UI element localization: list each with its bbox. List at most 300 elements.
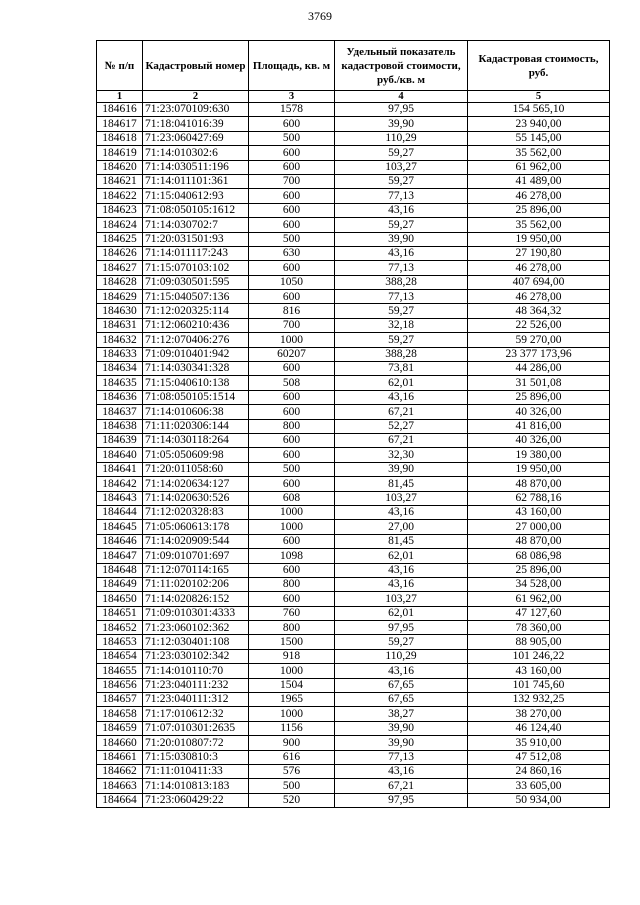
area-cell: 600 — [249, 290, 335, 304]
cadastral-value-cell: 41 816,00 — [468, 419, 610, 433]
cadastral-value-cell: 68 086,98 — [468, 549, 610, 563]
cadastral-value-cell: 40 326,00 — [468, 405, 610, 419]
unit-value-cell: 39,90 — [335, 721, 468, 735]
cadastral-value-cell: 19 950,00 — [468, 232, 610, 246]
unit-value-cell: 39,90 — [335, 232, 468, 246]
unit-value-cell: 110,29 — [335, 131, 468, 145]
cadastral-value-cell: 46 278,00 — [468, 189, 610, 203]
cadastral-value-cell: 59 270,00 — [468, 333, 610, 347]
row-number-cell: 184657 — [97, 693, 143, 707]
column-number: 3 — [249, 91, 335, 103]
area-cell: 500 — [249, 131, 335, 145]
cadastral-value-cell: 78 360,00 — [468, 621, 610, 635]
table-row — [97, 290, 610, 304]
area-cell: 816 — [249, 304, 335, 318]
table-row — [97, 563, 610, 577]
row-number-cell: 184636 — [97, 390, 143, 404]
cadastral-number-cell: 71:15:030810:3 — [143, 750, 249, 764]
area-cell: 576 — [249, 764, 335, 778]
unit-value-cell: 62,01 — [335, 549, 468, 563]
area-cell: 800 — [249, 577, 335, 591]
cadastral-number-cell: 71:09:010401:942 — [143, 347, 249, 361]
area-cell: 1000 — [249, 520, 335, 534]
cadastral-number-cell: 71:11:010411:33 — [143, 764, 249, 778]
table-row — [97, 103, 610, 117]
row-number-cell: 184660 — [97, 736, 143, 750]
row-number-cell: 184652 — [97, 621, 143, 635]
unit-value-cell: 67,65 — [335, 678, 468, 692]
column-number: 1 — [97, 91, 143, 103]
cadastral-value-cell: 23 377 173,96 — [468, 347, 610, 361]
cadastral-number-cell: 71:20:010807:72 — [143, 736, 249, 750]
unit-value-cell: 39,90 — [335, 462, 468, 476]
row-number-cell: 184625 — [97, 232, 143, 246]
row-number-cell: 184649 — [97, 577, 143, 591]
cadastral-number-cell: 71:15:070103:102 — [143, 261, 249, 275]
cadastral-value-cell: 22 526,00 — [468, 318, 610, 332]
unit-value-cell: 388,28 — [335, 347, 468, 361]
cadastral-number-cell: 71:14:010606:38 — [143, 405, 249, 419]
table-row — [97, 433, 610, 447]
row-number-cell: 184635 — [97, 376, 143, 390]
table-row — [97, 621, 610, 635]
cadastral-value-cell: 25 896,00 — [468, 563, 610, 577]
row-number-cell: 184655 — [97, 664, 143, 678]
area-cell: 500 — [249, 779, 335, 793]
table-row — [97, 678, 610, 692]
cadastral-value-cell: 33 605,00 — [468, 779, 610, 793]
row-number-cell: 184662 — [97, 764, 143, 778]
area-cell: 1000 — [249, 664, 335, 678]
unit-value-cell: 77,13 — [335, 189, 468, 203]
area-cell: 508 — [249, 376, 335, 390]
cadastral-value-cell: 23 940,00 — [468, 117, 610, 131]
cadastral-number-cell: 71:12:030401:108 — [143, 635, 249, 649]
area-cell: 1578 — [249, 103, 335, 117]
area-cell: 1965 — [249, 693, 335, 707]
cadastral-number-cell: 71:20:011058:60 — [143, 462, 249, 476]
unit-value-cell: 81,45 — [335, 477, 468, 491]
table-row — [97, 505, 610, 519]
column-number: 2 — [143, 91, 249, 103]
table-row — [97, 721, 610, 735]
cadastral-number-cell: 71:23:060102:362 — [143, 621, 249, 635]
area-cell: 800 — [249, 419, 335, 433]
table-row — [97, 333, 610, 347]
unit-value-cell: 59,27 — [335, 333, 468, 347]
row-number-cell: 184624 — [97, 218, 143, 232]
cadastral-number-cell: 71:11:020306:144 — [143, 419, 249, 433]
cadastral-value-cell: 27 190,80 — [468, 246, 610, 260]
table-row — [97, 160, 610, 174]
row-number-cell: 184630 — [97, 304, 143, 318]
row-number-cell: 184627 — [97, 261, 143, 275]
row-number-cell: 184637 — [97, 405, 143, 419]
unit-value-cell: 43,16 — [335, 203, 468, 217]
row-number-cell: 184645 — [97, 520, 143, 534]
unit-value-cell: 77,13 — [335, 750, 468, 764]
cadastral-number-cell: 71:09:010701:697 — [143, 549, 249, 563]
cadastral-number-cell: 71:14:010302:6 — [143, 146, 249, 160]
unit-value-cell: 97,95 — [335, 793, 468, 807]
area-cell: 520 — [249, 793, 335, 807]
header-area: Площадь, кв. м — [249, 41, 335, 91]
cadastral-value-cell: 101 246,22 — [468, 649, 610, 663]
row-number-cell: 184638 — [97, 419, 143, 433]
header-unit-value: Удельный показатель кадастровой стоимости, руб./кв. м — [335, 41, 468, 91]
cadastral-value-cell: 88 905,00 — [468, 635, 610, 649]
unit-value-cell: 38,27 — [335, 707, 468, 721]
unit-value-cell: 103,27 — [335, 491, 468, 505]
cadastral-value-cell: 19 380,00 — [468, 448, 610, 462]
row-number-cell: 184622 — [97, 189, 143, 203]
cadastral-value-cell: 46 278,00 — [468, 261, 610, 275]
cadastral-number-cell: 71:12:060210:436 — [143, 318, 249, 332]
table-row — [97, 606, 610, 620]
row-number-cell: 184653 — [97, 635, 143, 649]
row-number-cell: 184629 — [97, 290, 143, 304]
row-number-cell: 184617 — [97, 117, 143, 131]
cadastral-number-cell: 71:12:070406:276 — [143, 333, 249, 347]
table-row — [97, 779, 610, 793]
area-cell: 616 — [249, 750, 335, 764]
table-row — [97, 462, 610, 476]
table-row — [97, 189, 610, 203]
cadastral-number-cell: 71:14:030341:328 — [143, 362, 249, 376]
area-cell: 600 — [249, 448, 335, 462]
unit-value-cell: 39,90 — [335, 117, 468, 131]
cadastral-number-cell: 71:23:030102:342 — [143, 649, 249, 663]
area-cell: 1000 — [249, 333, 335, 347]
table-row — [97, 318, 610, 332]
area-cell: 600 — [249, 362, 335, 376]
area-cell: 600 — [249, 261, 335, 275]
area-cell: 608 — [249, 491, 335, 505]
unit-value-cell: 103,27 — [335, 592, 468, 606]
cadastral-value-cell: 46 278,00 — [468, 290, 610, 304]
area-cell: 1500 — [249, 635, 335, 649]
cadastral-value-cell: 47 512,08 — [468, 750, 610, 764]
cadastral-number-cell: 71:12:020325:114 — [143, 304, 249, 318]
table-row — [97, 750, 610, 764]
table-row — [97, 520, 610, 534]
cadastral-value-table — [96, 40, 610, 808]
area-cell: 600 — [249, 405, 335, 419]
cadastral-value-cell: 25 896,00 — [468, 203, 610, 217]
area-cell: 600 — [249, 433, 335, 447]
cadastral-number-cell: 71:11:020102:206 — [143, 577, 249, 591]
cadastral-number-cell: 71:23:060427:69 — [143, 131, 249, 145]
cadastral-number-cell: 71:12:070114:165 — [143, 563, 249, 577]
area-cell: 1000 — [249, 505, 335, 519]
area-cell: 600 — [249, 189, 335, 203]
cadastral-value-cell: 46 124,40 — [468, 721, 610, 735]
table-row — [97, 117, 610, 131]
row-number-cell: 184640 — [97, 448, 143, 462]
table-row — [97, 376, 610, 390]
table-row — [97, 577, 610, 591]
area-cell: 600 — [249, 160, 335, 174]
table-row — [97, 736, 610, 750]
row-number-cell: 184642 — [97, 477, 143, 491]
row-number-cell: 184634 — [97, 362, 143, 376]
cadastral-value-cell: 35 562,00 — [468, 146, 610, 160]
cadastral-value-cell: 101 745,60 — [468, 678, 610, 692]
table-row — [97, 793, 610, 807]
cadastral-number-cell: 71:15:040507:136 — [143, 290, 249, 304]
cadastral-number-cell: 71:23:040111:312 — [143, 693, 249, 707]
area-cell: 600 — [249, 203, 335, 217]
unit-value-cell: 59,27 — [335, 304, 468, 318]
table-row — [97, 131, 610, 145]
row-number-cell: 184650 — [97, 592, 143, 606]
unit-value-cell: 97,95 — [335, 621, 468, 635]
row-number-cell: 184651 — [97, 606, 143, 620]
area-cell: 900 — [249, 736, 335, 750]
table-row — [97, 419, 610, 433]
table-row — [97, 246, 610, 260]
row-number-cell: 184646 — [97, 534, 143, 548]
table-row — [97, 232, 610, 246]
unit-value-cell: 67,21 — [335, 433, 468, 447]
area-cell: 600 — [249, 218, 335, 232]
unit-value-cell: 43,16 — [335, 764, 468, 778]
table-row — [97, 218, 610, 232]
table-row — [97, 664, 610, 678]
unit-value-cell: 67,21 — [335, 405, 468, 419]
row-number-cell: 184621 — [97, 174, 143, 188]
row-number-cell: 184647 — [97, 549, 143, 563]
row-number-cell: 184626 — [97, 246, 143, 260]
row-number-cell: 184643 — [97, 491, 143, 505]
row-number-cell: 184661 — [97, 750, 143, 764]
row-number-cell: 184659 — [97, 721, 143, 735]
area-cell: 1050 — [249, 275, 335, 289]
cadastral-number-cell: 71:14:020634:127 — [143, 477, 249, 491]
column-number: 4 — [335, 91, 468, 103]
cadastral-value-cell: 35 910,00 — [468, 736, 610, 750]
cadastral-value-cell: 48 870,00 — [468, 534, 610, 548]
unit-value-cell: 32,18 — [335, 318, 468, 332]
row-number-cell: 184656 — [97, 678, 143, 692]
cadastral-value-cell: 27 000,00 — [468, 520, 610, 534]
cadastral-value-cell: 19 950,00 — [468, 462, 610, 476]
cadastral-number-cell: 71:08:050105:1514 — [143, 390, 249, 404]
unit-value-cell: 39,90 — [335, 736, 468, 750]
table-row — [97, 592, 610, 606]
table-row — [97, 203, 610, 217]
area-cell: 600 — [249, 477, 335, 491]
unit-value-cell: 27,00 — [335, 520, 468, 534]
unit-value-cell: 43,16 — [335, 577, 468, 591]
area-cell: 918 — [249, 649, 335, 663]
cadastral-value-cell: 154 565,10 — [468, 103, 610, 117]
row-number-cell: 184664 — [97, 793, 143, 807]
cadastral-number-cell: 71:23:060429:22 — [143, 793, 249, 807]
cadastral-number-cell: 71:09:010301:4333 — [143, 606, 249, 620]
unit-value-cell: 59,27 — [335, 635, 468, 649]
area-cell: 800 — [249, 621, 335, 635]
table-row — [97, 362, 610, 376]
cadastral-value-cell: 61 962,00 — [468, 160, 610, 174]
column-number-row — [97, 91, 610, 103]
unit-value-cell: 59,27 — [335, 146, 468, 160]
cadastral-number-cell: 71:09:030501:595 — [143, 275, 249, 289]
row-number-cell: 184654 — [97, 649, 143, 663]
row-number-cell: 184658 — [97, 707, 143, 721]
table-row — [97, 649, 610, 663]
table-row — [97, 390, 610, 404]
cadastral-value-cell: 50 934,00 — [468, 793, 610, 807]
area-cell: 700 — [249, 318, 335, 332]
cadastral-number-cell: 71:14:010110:70 — [143, 664, 249, 678]
table-header — [97, 41, 610, 103]
unit-value-cell: 73,81 — [335, 362, 468, 376]
row-number-cell: 184628 — [97, 275, 143, 289]
row-number-cell: 184632 — [97, 333, 143, 347]
header-cadastral-value: Кадастровая стоимость, руб. — [468, 41, 610, 91]
cadastral-number-cell: 71:14:020826:152 — [143, 592, 249, 606]
row-number-cell: 184639 — [97, 433, 143, 447]
unit-value-cell: 77,13 — [335, 290, 468, 304]
row-number-cell: 184663 — [97, 779, 143, 793]
unit-value-cell: 43,16 — [335, 505, 468, 519]
row-number-cell: 184633 — [97, 347, 143, 361]
unit-value-cell: 43,16 — [335, 664, 468, 678]
row-number-cell: 184641 — [97, 462, 143, 476]
cadastral-number-cell: 71:05:060613:178 — [143, 520, 249, 534]
table-row — [97, 405, 610, 419]
row-number-cell: 184616 — [97, 103, 143, 117]
row-number-cell: 184644 — [97, 505, 143, 519]
cadastral-number-cell: 71:14:020630:526 — [143, 491, 249, 505]
area-cell: 1504 — [249, 678, 335, 692]
cadastral-value-cell: 48 364,32 — [468, 304, 610, 318]
unit-value-cell: 52,27 — [335, 419, 468, 433]
area-cell: 1098 — [249, 549, 335, 563]
unit-value-cell: 67,21 — [335, 779, 468, 793]
unit-value-cell: 62,01 — [335, 606, 468, 620]
area-cell: 700 — [249, 174, 335, 188]
table-row — [97, 304, 610, 318]
header-row — [97, 41, 610, 91]
table-row — [97, 477, 610, 491]
unit-value-cell: 32,30 — [335, 448, 468, 462]
row-number-cell: 184620 — [97, 160, 143, 174]
area-cell: 500 — [249, 232, 335, 246]
cadastral-value-cell: 34 528,00 — [468, 577, 610, 591]
cadastral-value-cell: 47 127,60 — [468, 606, 610, 620]
unit-value-cell: 43,16 — [335, 246, 468, 260]
cadastral-number-cell: 71:08:050105:1612 — [143, 203, 249, 217]
unit-value-cell: 81,45 — [335, 534, 468, 548]
area-cell: 600 — [249, 146, 335, 160]
cadastral-value-cell: 48 870,00 — [468, 477, 610, 491]
area-cell: 630 — [249, 246, 335, 260]
cadastral-value-cell: 407 694,00 — [468, 275, 610, 289]
unit-value-cell: 77,13 — [335, 261, 468, 275]
area-cell: 600 — [249, 534, 335, 548]
cadastral-value-cell: 44 286,00 — [468, 362, 610, 376]
cadastral-value-cell: 43 160,00 — [468, 664, 610, 678]
unit-value-cell: 97,95 — [335, 103, 468, 117]
row-number-cell: 184648 — [97, 563, 143, 577]
row-number-cell: 184619 — [97, 146, 143, 160]
cadastral-number-cell: 71:17:010612:32 — [143, 707, 249, 721]
cadastral-value-cell: 31 501,08 — [468, 376, 610, 390]
cadastral-value-cell: 43 160,00 — [468, 505, 610, 519]
unit-value-cell: 103,27 — [335, 160, 468, 174]
area-cell: 760 — [249, 606, 335, 620]
row-number-cell: 184631 — [97, 318, 143, 332]
cadastral-value-cell: 61 962,00 — [468, 592, 610, 606]
table-row — [97, 261, 610, 275]
table-row — [97, 174, 610, 188]
unit-value-cell: 388,28 — [335, 275, 468, 289]
cadastral-number-cell: 71:15:040612:93 — [143, 189, 249, 203]
table-row — [97, 635, 610, 649]
cadastral-value-cell: 35 562,00 — [468, 218, 610, 232]
cadastral-number-cell: 71:23:040111:232 — [143, 678, 249, 692]
unit-value-cell: 67,65 — [335, 693, 468, 707]
table-row — [97, 146, 610, 160]
table-row — [97, 707, 610, 721]
cadastral-value-cell: 62 788,16 — [468, 491, 610, 505]
unit-value-cell: 43,16 — [335, 563, 468, 577]
cadastral-value-cell: 38 270,00 — [468, 707, 610, 721]
table-row — [97, 491, 610, 505]
table-row — [97, 693, 610, 707]
area-cell: 1156 — [249, 721, 335, 735]
cadastral-number-cell: 71:18:041016:39 — [143, 117, 249, 131]
header-cadastral-number: Кадастровый номер — [143, 41, 249, 91]
cadastral-number-cell: 71:05:050609:98 — [143, 448, 249, 462]
cadastral-number-cell: 71:14:030118:264 — [143, 433, 249, 447]
table-row — [97, 549, 610, 563]
row-number-cell: 184618 — [97, 131, 143, 145]
table-row — [97, 347, 610, 361]
header-row-number: № п/п — [97, 41, 143, 91]
table-row — [97, 275, 610, 289]
cadastral-number-cell: 71:14:030702:7 — [143, 218, 249, 232]
cadastral-number-cell: 71:12:020328:83 — [143, 505, 249, 519]
area-cell: 600 — [249, 563, 335, 577]
cadastral-value-cell: 41 489,00 — [468, 174, 610, 188]
cadastral-number-cell: 71:20:031501:93 — [143, 232, 249, 246]
cadastral-number-cell: 71:14:011101:361 — [143, 174, 249, 188]
area-cell: 600 — [249, 117, 335, 131]
unit-value-cell: 110,29 — [335, 649, 468, 663]
area-cell: 600 — [249, 592, 335, 606]
cadastral-number-cell: 71:14:020909:544 — [143, 534, 249, 548]
table-body — [97, 103, 610, 808]
unit-value-cell: 43,16 — [335, 390, 468, 404]
area-cell: 60207 — [249, 347, 335, 361]
cadastral-number-cell: 71:14:011117:243 — [143, 246, 249, 260]
area-cell: 500 — [249, 462, 335, 476]
cadastral-value-cell: 25 896,00 — [468, 390, 610, 404]
cadastral-number-cell: 71:14:030511:196 — [143, 160, 249, 174]
area-cell: 1000 — [249, 707, 335, 721]
cadastral-value-cell: 24 860,16 — [468, 764, 610, 778]
cadastral-number-cell: 71:23:070109:630 — [143, 103, 249, 117]
area-cell: 600 — [249, 390, 335, 404]
row-number-cell: 184623 — [97, 203, 143, 217]
cadastral-value-cell: 55 145,00 — [468, 131, 610, 145]
cadastral-number-cell: 71:15:040610:138 — [143, 376, 249, 390]
cadastral-number-cell: 71:14:010813:183 — [143, 779, 249, 793]
table-row — [97, 448, 610, 462]
